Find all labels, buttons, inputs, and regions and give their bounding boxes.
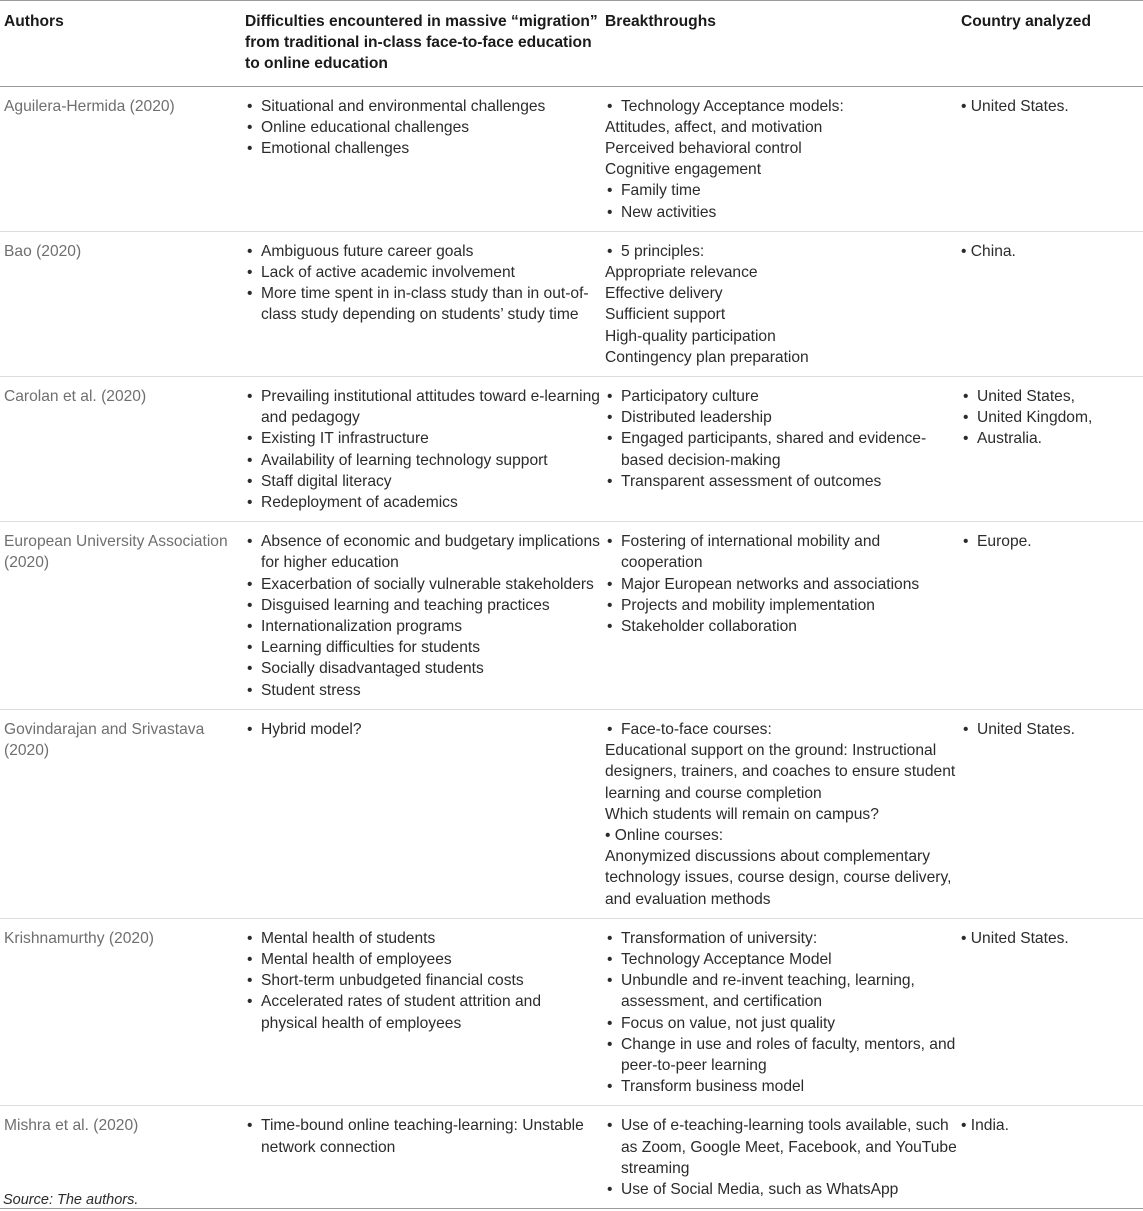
difficulties-cell — [241, 709, 601, 918]
list-item: • Transformation of university: — [605, 928, 957, 949]
breakthroughs-cell — [601, 231, 957, 376]
list-item: • Learning difficulties for students — [245, 637, 601, 658]
country-cell — [957, 522, 1143, 710]
country-list — [961, 1115, 1143, 1136]
table-row — [0, 918, 1143, 1106]
list-item: • Online courses: — [605, 826, 724, 844]
table-row — [0, 377, 1143, 522]
breakthroughs-list — [605, 96, 957, 223]
list-item: High-quality participation — [605, 327, 776, 345]
list-item: • Stakeholder collaboration — [605, 616, 957, 637]
list-item: • United States, — [961, 386, 1143, 407]
author-cell: Carolan et al. (2020) — [0, 377, 241, 522]
difficulties-cell — [241, 377, 601, 522]
list-item: • Staff digital literacy — [245, 471, 601, 492]
country-list — [961, 928, 1143, 949]
table-row — [0, 1106, 1143, 1209]
difficulties-cell — [241, 1106, 601, 1209]
header-difficulties: Difficulties encountered in massive “migration” from traditional in-class face-to-face education to online education — [241, 1, 601, 87]
country-cell — [957, 377, 1143, 522]
list-item: • Prevailing institutional attitudes toward e-learning and pedagogy — [245, 386, 601, 428]
list-item: • 5 principles: — [605, 241, 957, 262]
country-list — [961, 386, 1143, 450]
country-cell — [957, 918, 1143, 1106]
country-list — [961, 96, 1143, 117]
difficulties-list — [245, 241, 601, 326]
breakthroughs-cell — [601, 377, 957, 522]
list-item: • Disguised learning and teaching practices — [245, 595, 601, 616]
list-item: • Time-bound online teaching-learning: Unstable network connection — [245, 1115, 601, 1157]
list-item: • Participatory culture — [605, 386, 957, 407]
difficulties-list — [245, 1115, 601, 1157]
table-row — [0, 522, 1143, 710]
list-item: • Socially disadvantaged students — [245, 658, 601, 679]
country-cell — [957, 231, 1143, 376]
list-item: • Unbundle and re-invent teaching, learning, assessment, and certification — [605, 970, 957, 1012]
list-item: • United States. — [961, 929, 1069, 947]
list-item: Cognitive engagement — [605, 161, 762, 179]
table-row — [0, 709, 1143, 918]
list-item: • India. — [961, 1117, 1009, 1135]
breakthroughs-list — [605, 719, 957, 910]
list-item: • More time spent in in-class study than in out-of-class study depending on students’ study time — [245, 283, 601, 325]
list-item: • Mental health of employees — [245, 949, 601, 970]
difficulties-list — [245, 96, 601, 160]
list-item: • Use of e-teaching-learning tools available, such as Zoom, Google Meet, Facebook, and YouTube streaming — [605, 1115, 957, 1179]
list-item: • Accelerated rates of student attrition and physical health of employees — [245, 991, 601, 1033]
table-row — [0, 86, 1143, 231]
list-item: Appropriate relevance — [605, 264, 758, 282]
list-item: • United States. — [961, 719, 1143, 740]
breakthroughs-list — [605, 1115, 957, 1200]
list-item: • Family time — [605, 180, 957, 201]
country-list — [961, 719, 1143, 740]
breakthroughs-cell — [601, 918, 957, 1106]
list-item: • Distributed leadership — [605, 407, 957, 428]
difficulties-list — [245, 719, 601, 740]
list-item: • Change in use and roles of faculty, mentors, and peer-to-peer learning — [605, 1034, 957, 1076]
list-item: • China. — [961, 242, 1016, 260]
list-item: Effective delivery — [605, 285, 723, 303]
difficulties-list — [245, 531, 601, 701]
list-item: Educational support on the ground: Instructional designers, trainers, and coaches to ensure student learning and course completion — [605, 742, 956, 802]
author-cell: Govindarajan and Srivastava (2020) — [0, 709, 241, 918]
list-item: • Hybrid model? — [245, 719, 601, 740]
author-cell: Bao (2020) — [0, 231, 241, 376]
list-item: • Focus on value, not just quality — [605, 1013, 957, 1034]
list-item: Attitudes, affect, and motivation — [605, 118, 823, 136]
list-item: • Situational and environmental challenges — [245, 96, 601, 117]
list-item: • Australia. — [961, 428, 1143, 449]
list-item: • United States. — [961, 97, 1069, 115]
country-cell — [957, 709, 1143, 918]
breakthroughs-cell — [601, 1106, 957, 1209]
list-item: Sufficient support — [605, 306, 726, 324]
breakthroughs-list — [605, 531, 957, 637]
header-row — [0, 1, 1143, 87]
list-item: • Redeployment of academics — [245, 492, 601, 513]
author-cell: Krishnamurthy (2020) — [0, 918, 241, 1106]
breakthroughs-list — [605, 241, 957, 368]
list-item: • Availability of learning technology support — [245, 450, 601, 471]
list-item: • Ambiguous future career goals — [245, 241, 601, 262]
table-source-note: Source: The authors. — [3, 1192, 139, 1208]
list-item: • New activities — [605, 202, 957, 223]
author-cell: Aguilera-Hermida (2020) — [0, 86, 241, 231]
difficulties-list — [245, 386, 601, 513]
list-item: • Transparent assessment of outcomes — [605, 471, 957, 492]
breakthroughs-list — [605, 386, 957, 492]
list-item: • Fostering of international mobility and cooperation — [605, 531, 957, 573]
breakthroughs-cell — [601, 86, 957, 231]
list-item: • Existing IT infrastructure — [245, 428, 601, 449]
list-item: • Internationalization programs — [245, 616, 601, 637]
difficulties-cell — [241, 522, 601, 710]
list-item: • Major European networks and associations — [605, 574, 957, 595]
table-body — [0, 86, 1143, 1209]
country-cell — [957, 1106, 1143, 1209]
header-country: Country analyzed — [957, 1, 1143, 87]
list-item: • Exacerbation of socially vulnerable stakeholders — [245, 574, 601, 595]
list-item: • Technology Acceptance Model — [605, 949, 957, 970]
list-item: • Transform business model — [605, 1076, 957, 1097]
list-item: • Short-term unbudgeted financial costs — [245, 970, 601, 991]
country-cell — [957, 86, 1143, 231]
difficulties-list — [245, 928, 601, 1034]
breakthroughs-cell — [601, 522, 957, 710]
list-item: • Engaged participants, shared and evidence-based decision-making — [605, 428, 957, 470]
list-item: • Face-to-face courses: — [605, 719, 957, 740]
list-item: • Online educational challenges — [245, 117, 601, 138]
difficulties-cell — [241, 231, 601, 376]
table-header — [0, 1, 1143, 87]
list-item: • United Kingdom, — [961, 407, 1143, 428]
header-breakthroughs: Breakthroughs — [601, 1, 957, 87]
list-item: • Absence of economic and budgetary implications for higher education — [245, 531, 601, 573]
difficulties-cell — [241, 918, 601, 1106]
header-authors: Authors — [0, 1, 241, 87]
breakthroughs-list — [605, 928, 957, 1098]
list-item: Perceived behavioral control — [605, 140, 802, 158]
list-item: Contingency plan preparation — [605, 348, 809, 366]
list-item: • Projects and mobility implementation — [605, 595, 957, 616]
list-item: • Lack of active academic involvement — [245, 262, 601, 283]
country-list — [961, 241, 1143, 262]
country-list — [961, 531, 1143, 552]
difficulties-cell — [241, 86, 601, 231]
table-row — [0, 231, 1143, 376]
author-cell: Mishra et al. (2020) — [0, 1106, 241, 1209]
list-item: • Emotional challenges — [245, 138, 601, 159]
list-item: • Mental health of students — [245, 928, 601, 949]
list-item: • Student stress — [245, 680, 601, 701]
list-item: Anonymized discussions about complementary technology issues, course design, course delivery, and evaluation methods — [605, 848, 952, 908]
list-item: • Europe. — [961, 531, 1143, 552]
list-item: • Technology Acceptance models: — [605, 96, 957, 117]
list-item: Which students will remain on campus? — [605, 805, 879, 823]
breakthroughs-cell — [601, 709, 957, 918]
list-item: • Use of Social Media, such as WhatsApp — [605, 1179, 957, 1200]
author-cell: European University Association (2020) — [0, 522, 241, 710]
